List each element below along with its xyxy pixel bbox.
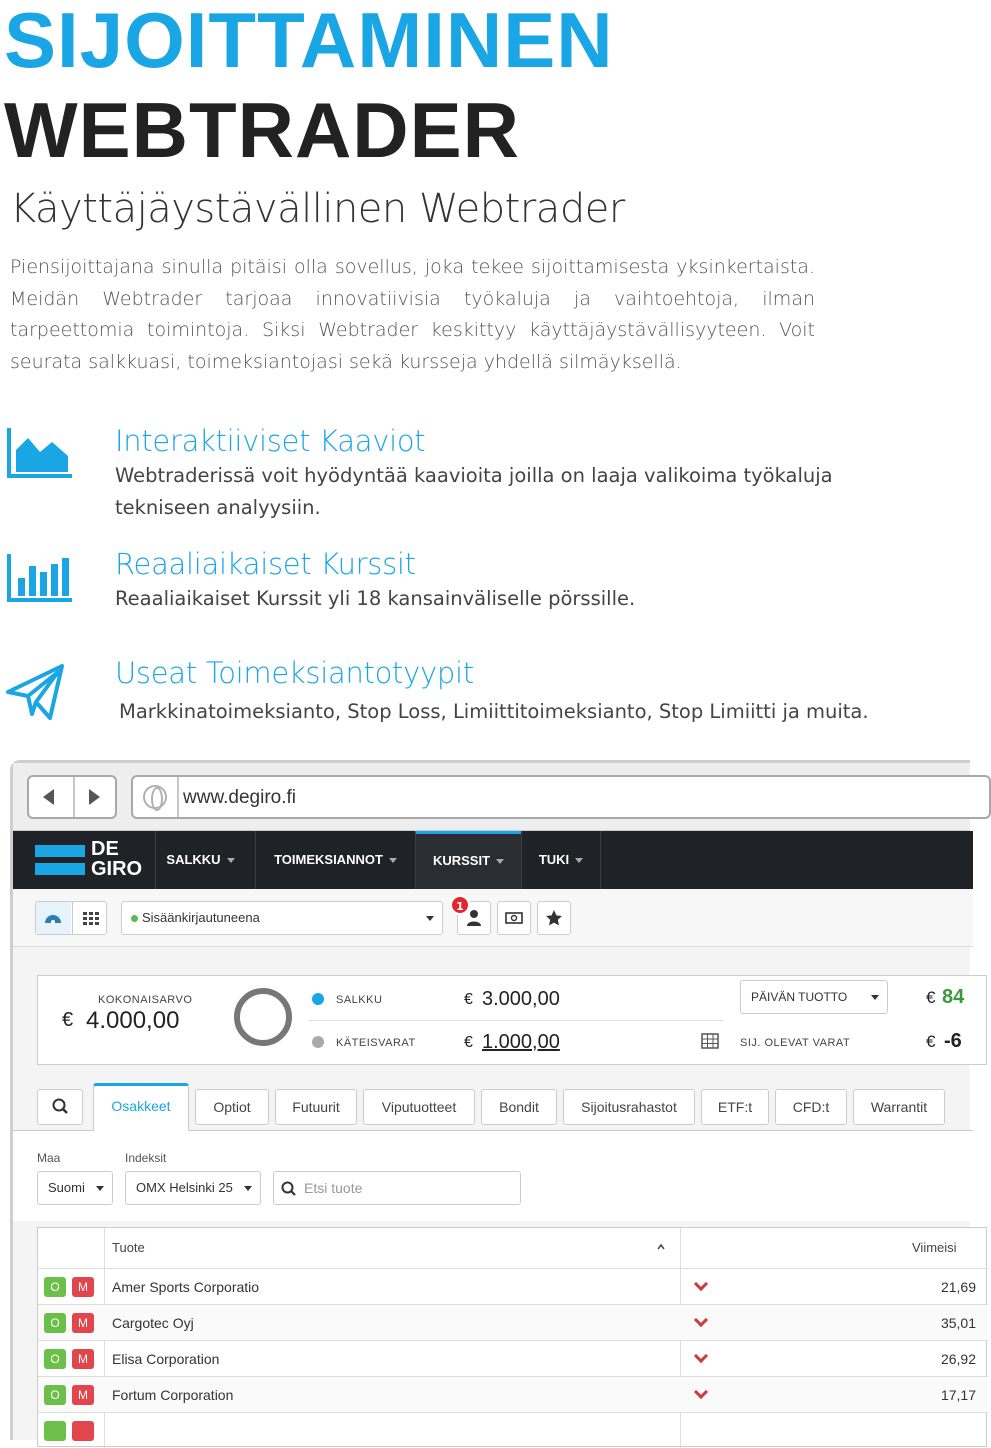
table-row[interactable] [38, 1340, 988, 1376]
order-button[interactable]: O [44, 1349, 66, 1369]
caret-down-icon [871, 995, 879, 1000]
sell-button[interactable]: M [72, 1277, 94, 1297]
sell-button[interactable]: M [72, 1385, 94, 1405]
sell-button[interactable]: M [72, 1349, 94, 1369]
last-price: 17,17 [940, 1387, 976, 1403]
table-row[interactable] [38, 1412, 988, 1448]
star-icon [538, 902, 570, 934]
status-dot [131, 915, 138, 922]
allocation-donut [234, 988, 292, 1046]
favourites-button[interactable] [537, 901, 571, 935]
country-label: Maa [37, 1151, 61, 1165]
cash-legend-dot [312, 1036, 324, 1048]
column-header-product[interactable]: Tuote [112, 1240, 145, 1255]
product-name: Elisa Corporation [112, 1351, 220, 1367]
browser-window [10, 760, 976, 1440]
menu-salkku[interactable]: SALKKU [155, 831, 245, 889]
free-funds-label: SIJ. OLEVAT VARAT [740, 1037, 851, 1049]
tab-etf[interactable]: ETF:t [701, 1089, 769, 1125]
column-header-last[interactable]: Viimeisi [912, 1240, 957, 1255]
last-price: 26,92 [940, 1351, 976, 1367]
tab-osakkeet[interactable]: Osakkeet [93, 1083, 189, 1132]
address-bar[interactable] [131, 775, 991, 819]
app-toolbar [13, 889, 973, 947]
search-icon [38, 1090, 82, 1124]
subtitle: Käyttäjäystävällinen Webtrader [10, 186, 625, 232]
feature-title-quotes: Reaaliaikaiset Kurssit [115, 547, 416, 581]
order-button[interactable]: O [44, 1385, 66, 1405]
index-label: Indeksit [125, 1151, 167, 1165]
feature-title-orders: Useat Toimeksiantotyypit [115, 656, 474, 690]
menu-kurssit[interactable]: KURSSIT [415, 831, 521, 889]
table-icon[interactable] [700, 1032, 720, 1050]
cash-label: KÄTEISVARAT [336, 1037, 416, 1049]
order-button[interactable]: O [44, 1277, 66, 1297]
caret-down-icon [496, 859, 504, 864]
degiro-logo[interactable]: DE GIRO [35, 839, 151, 881]
portfolio-label: SALKKU [336, 994, 383, 1006]
country-select[interactable]: Suomi [37, 1171, 113, 1205]
search-tab-button[interactable] [37, 1089, 83, 1125]
chevron-down-icon[interactable] [694, 1349, 708, 1363]
browser-toolbar [13, 763, 970, 831]
tab-optiot[interactable]: Optiot [195, 1089, 269, 1125]
tab-warrantit[interactable]: Warrantit [853, 1089, 945, 1125]
bar-chart-icon [6, 552, 74, 604]
portfolio-currency: € [464, 991, 473, 1008]
feature-desc-orders: Markkinatoimeksianto, Stop Loss, Limiittitoimeksianto, Stop Limiitti ja muita. [119, 700, 869, 723]
paper-plane-icon [6, 660, 66, 720]
total-value: 4.000,00 [86, 1007, 180, 1034]
caret-down-icon [227, 858, 235, 863]
product-name: Amer Sports Corporatio [112, 1279, 260, 1295]
globe-icon [143, 785, 167, 809]
caret-down-icon [244, 1186, 252, 1191]
chevron-down-icon[interactable] [694, 1277, 708, 1291]
chevron-down-icon[interactable] [694, 1313, 708, 1327]
intro-paragraph: Piensijoittajana sinulla pitäisi olla sovellus, joka tekee sijoittamisesta yksinkertaista. Meidän Webtrader tarjoaa innovatiivisia työkaluja ja vaihtoehtoja, ilman tarpeettomia toimintoja. Siksi Webtrader keskittyy käyttäjäystävällisyyteen. Voit seurata salkkuasi, toimeksiantojasi sekä kursseja yhdellä silmäyksellä. [10, 256, 815, 373]
product-name: Fortum Corporation [112, 1387, 234, 1403]
total-value-label: KOKONAISARVO [98, 994, 193, 1006]
caret-down-icon [426, 916, 434, 921]
product-search-input[interactable]: Etsi tuote [273, 1171, 521, 1205]
cash-button[interactable] [497, 901, 531, 935]
cash-value[interactable]: 1.000,00 [482, 1031, 560, 1053]
daily-currency: € [926, 988, 936, 1007]
table-row[interactable] [38, 1376, 988, 1412]
last-price: 21,69 [940, 1279, 976, 1295]
portfolio-value: 3.000,00 [482, 988, 560, 1010]
free-funds-value: -6 [944, 1030, 962, 1052]
sort-up-icon[interactable] [656, 1242, 666, 1252]
feature-desc-charts: Webtraderissä voit hyödyntää kaavioita joilla on laaja valikoima työkaluja tekniseen analyysiin. [115, 464, 833, 519]
dashboard-view-button[interactable] [36, 902, 71, 934]
grid-view-button[interactable] [72, 902, 107, 934]
filter-bar [13, 1131, 973, 1221]
tab-cfd[interactable]: CFD:t [775, 1089, 847, 1125]
grid-icon [73, 902, 108, 934]
search-icon [280, 1180, 298, 1198]
dashboard-icon [36, 902, 71, 934]
daily-return-select[interactable]: PÄIVÄN TUOTTO [740, 980, 888, 1014]
heading-sijoittaminen: SIJOITTAMINEN [4, 0, 614, 84]
feature-title-charts: Interaktiiviset Kaaviot [115, 424, 426, 458]
tab-bondit[interactable]: Bondit [481, 1089, 557, 1125]
sell-button[interactable] [72, 1421, 94, 1441]
portfolio-legend-dot [312, 993, 324, 1005]
area-chart-icon [6, 426, 74, 480]
currency-symbol: € [62, 1009, 74, 1031]
product-name: Cargotec Oyj [112, 1315, 194, 1331]
browser-nav-buttons [27, 775, 117, 819]
index-select[interactable]: OMX Helsinki 25 [125, 1171, 261, 1205]
order-button[interactable]: O [44, 1313, 66, 1333]
url-text: www.degiro.fi [183, 787, 296, 808]
menu-toimeksiannot[interactable]: TOIMEKSIANNOT [255, 831, 415, 889]
tab-futuurit[interactable]: Futuurit [275, 1089, 357, 1125]
menu-tuki[interactable]: TUKI [521, 831, 601, 889]
daily-return-value: 84 [942, 986, 965, 1008]
chevron-down-icon[interactable] [694, 1385, 708, 1399]
table-row[interactable] [38, 1304, 988, 1340]
back-arrow-icon[interactable] [43, 789, 54, 805]
tab-viputuotteet[interactable]: Viputuotteet [363, 1089, 475, 1125]
money-icon [498, 902, 530, 934]
order-button[interactable] [44, 1421, 66, 1441]
sell-button[interactable]: M [72, 1313, 94, 1333]
feature-desc-quotes: Reaaliaikaiset Kurssit yli 18 kansainväliselle pörssille. [115, 587, 636, 610]
heading-webtrader: WEBTRADER [4, 86, 520, 174]
caret-down-icon [96, 1186, 104, 1191]
last-price: 35,01 [940, 1315, 976, 1331]
caret-down-icon [575, 858, 583, 863]
products-table [37, 1227, 987, 1447]
portfolio-summary [37, 975, 987, 1065]
view-toggle [35, 901, 107, 935]
account-select[interactable]: Sisäänkirjautuneena [121, 901, 443, 935]
forward-arrow-icon[interactable] [89, 789, 100, 805]
app-top-nav [13, 831, 973, 889]
tab-sijoitusrahastot[interactable]: Sijoitusrahastot [563, 1089, 695, 1125]
notification-badge: 1 [450, 895, 470, 915]
free-currency: € [926, 1032, 936, 1051]
cash-currency: € [464, 1034, 473, 1051]
product-tabs [13, 1083, 973, 1131]
table-row[interactable] [38, 1268, 988, 1304]
caret-down-icon [389, 858, 397, 863]
